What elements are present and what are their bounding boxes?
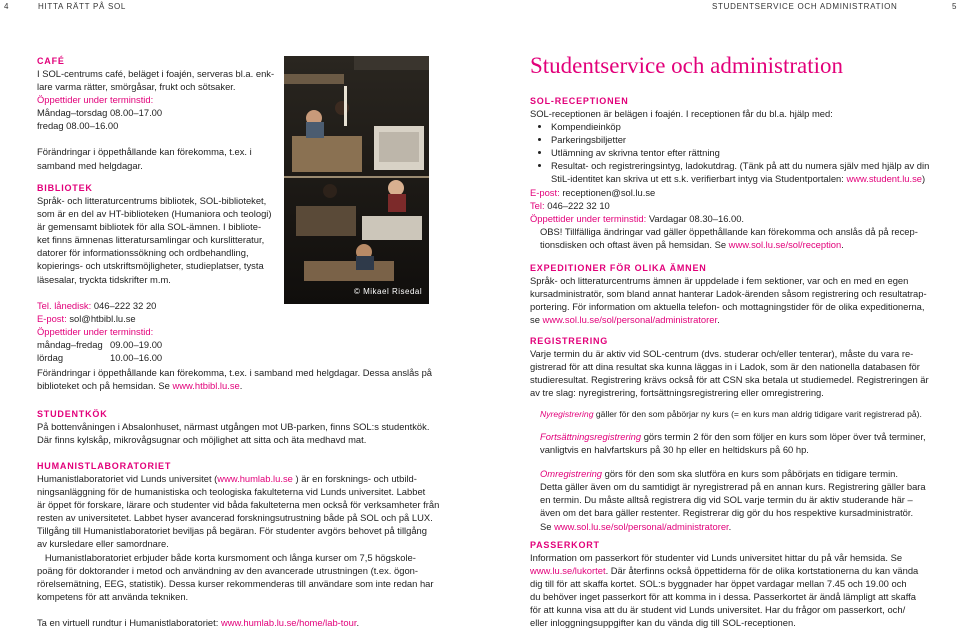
running-title-left: HITTA RÄTT PÅ SOL [38, 2, 127, 11]
omregistrering-term: Omregistrering [540, 468, 602, 480]
humlab-text-line: rörelsemätning, EEG, statistik). Dessa kurser rekommenderas till användare som inte redan har [37, 577, 434, 589]
punctuation: . [239, 380, 243, 392]
passerkort-section [530, 539, 930, 630]
library-text-line: Språk- och litteraturcentrums bibliotek, SOL-biblioteket, [37, 195, 267, 206]
library-email-value[interactable]: sol@htbibl.lu.se [69, 312, 136, 324]
studentkok-heading: STUDENTKÖK [37, 409, 108, 419]
humlab-tour-link[interactable]: www.humlab.lu.se/home/lab-tour [220, 616, 357, 628]
lukortet-link[interactable]: www.lu.se/lukortet [530, 565, 606, 577]
reception-website-link[interactable]: www.sol.lu.se/sol/reception [728, 238, 842, 250]
registrering-text-line: studieresultat. Registrering krävs också för att CSN ska betala ut studiemedel. Registreringen är [530, 374, 929, 386]
omregistrering-text-line: även om det bara gäller restenter. Registrerar dig gör du hos respektive kursadministratör. [540, 507, 914, 519]
library-photo-image [284, 56, 429, 304]
page-title: Studentservice och administration [530, 53, 843, 78]
reception-list [530, 120, 930, 172]
studentkok-text-line: På bottenvåningen i Absalonhuset, närmast utgången mot UB-parken, finns SOL:s studentkök. [37, 421, 430, 432]
expeditioner-text-line: kursadministratör, som bland annat hanterar Ladok-ärenden såsom registrering och resultatrap- [530, 288, 927, 300]
cafe-changes-line: samband med helgdagar. [37, 159, 143, 171]
page-number-left: 4 [4, 2, 10, 11]
library-text-line: som är en del av HT-biblioteken (Humaniora och teologi) [37, 208, 272, 220]
running-title-right: STUDENTSERVICE OCH ADMINISTRATION [712, 2, 898, 11]
passerkort-text-line: för att kunna visa att du är student vid Lunds universitet. Har du frågor om passerkort, och/ [530, 604, 906, 616]
reception-section [530, 95, 930, 251]
reception-hours-value: Vardagar 08.30–16.00. [648, 212, 745, 224]
omregistrering-text-line: en termin. Du måste alltså registrera dig vid SOL varje termin du är aktiv studerande här – [540, 494, 913, 506]
library-hours-time: 09.00–19.00 [110, 338, 163, 350]
cafe-hours-label: Öppettider under terminstid: [37, 94, 154, 106]
reception-list-item: • Kompendieinköp [551, 120, 930, 133]
studentkok-text-line: Där finns kylskåp, mikrovågsugnar och möjlighet att sitta och äta medhavd mat. [37, 434, 367, 446]
punctuation: ) [922, 173, 926, 185]
reception-list-item: • Parkeringsbiljetter [551, 133, 930, 146]
library-text-line: är gemensamt bibliotek för alla SOL-ämnen. I bibliote- [37, 221, 262, 233]
reception-list-item-cont: StiL-identitet kan skriva ut ett s.k. verifierbart intyg via Studentportalen: [551, 173, 847, 185]
expeditioner-section [530, 262, 930, 326]
library-email-label: E-post: [37, 312, 67, 324]
punctuation: . [728, 520, 732, 532]
humlab-text-line: av kursledare eller samordnare. [37, 538, 169, 550]
humlab-heading: HUMANISTLABORATORIET [37, 461, 172, 471]
humlab-text-line: poäng för doktorander i metod och användning av den avancerade utrustningen (t.ex. ögon- [37, 564, 418, 576]
administrators-link[interactable]: www.sol.lu.se/sol/personal/administratorer [554, 520, 729, 532]
humlab-text: Humanistlaboratoriet vid Lunds universitet ( [37, 473, 218, 484]
registrering-section [530, 335, 930, 533]
cafe-text-line: lare varma rätter, smörgåsar, frukt och sötsaker. [37, 81, 236, 93]
reception-obs-line: tionsdisken och oftast även på hemsidan. Se [540, 238, 729, 250]
library-hours-label: Öppettider under terminstid: [37, 325, 154, 337]
library-changes-line: biblioteket och på hemsidan. Se [37, 380, 170, 392]
humlab-text-line: kompetens för att använda tekniken. [37, 590, 189, 602]
registrering-text-line: av tre slag: nyregistrering, fortsättningsregistrering eller omregistrering. [530, 387, 824, 399]
passerkort-text-line: dig till för att skaffa kortet. SOL:s byggnader har öppet vardagar mellan 7.45 och 19.00 och [530, 578, 907, 590]
passerkort-text-line: Information om passerkort för studenter vid Lunds universitet hittar du på vår hemsida. Se [530, 552, 903, 563]
fortsattning-text-line: vanligtvis en halvfartskurs på 30 hp eller en heltidskurs på 60 hp. [540, 444, 809, 456]
omregistrering-text: görs för den som ska slutföra en kurs som påbörjats en tidigare termin. [602, 468, 898, 480]
expeditioner-text-line: portering. För information om aktuella telefon- och mottagningstider för de olika expeditionerna, [530, 301, 925, 313]
cafe-text-line: I SOL-centrums café, beläget i foajén, serveras bl.a. enk- [37, 68, 275, 79]
reception-hours-label: Öppettider under terminstid: [530, 212, 647, 224]
cafe-section [37, 55, 277, 172]
expeditioner-text: se [530, 314, 543, 326]
library-heading: BIBLIOTEK [37, 183, 93, 193]
passerkort-text-line: du behöver inget passerkort för att komma in i dessa. Passerkortet är ändå lämpligt att skaffa [530, 591, 916, 603]
library-hours-day: måndag–fredag [37, 338, 103, 350]
nyregistrering-text: gäller för den som påbörjar ny kurs (= en kurs man aldrig tidigare varit registrerad på). [593, 409, 922, 420]
humlab-text-line: är öppet för forskare, lärare och studenter vid båda fakulteterna men också för verksamheter från [37, 499, 440, 511]
reception-intro: SOL-receptionen är belägen i foajén. I receptionen får du bl.a. hjälp med: [530, 108, 833, 119]
library-hours-day: lördag [37, 352, 64, 364]
library-hours-time: 10.00–16.00 [110, 352, 163, 364]
reception-obs-line: OBS! Tillfälliga ändringar vad gäller öppethållande kan förekomma och anslås då på recep- [540, 225, 918, 237]
registrering-text-line: gistrerad för att dina resultat ska kunna läggas in i Ladok, som är den nationella databasen för [530, 361, 920, 373]
omregistrering-text: Se [540, 520, 555, 532]
nyregistrering-term: Nyregistrering [540, 409, 594, 420]
reception-email-value[interactable]: receptionen@sol.lu.se [562, 186, 656, 198]
nyregistrering-item [530, 408, 930, 421]
library-text-line: läsesalar, tryckta tidskrifter m.m. [37, 273, 171, 285]
humlab-text-line: Tillgång till Humanistlaboratoriet beviljas på begäran. För studenter avgörs behovet på tillgång [37, 525, 427, 537]
library-changes [37, 366, 437, 392]
humlab-text-line: Humanistlaboratoriet erbjuder både korta kursmoment och långa kurser om 7,5 högskole- [37, 551, 416, 563]
punctuation: . [717, 314, 720, 326]
passerkort-text-line: eller inloggningsuppgifter kan du vända dig till SOL-receptionen. [530, 617, 796, 629]
humlab-text: ) är en forsknings- och utbild- [292, 473, 417, 484]
reception-list-item: • Utlämning av skrivna tentor efter rättning [551, 146, 930, 159]
punctuation: . [356, 616, 360, 628]
reception-list-item: • Resultat- och registreringsintyg, ladokutdrag. (Tänk på att du numera själv med hjälp av din [551, 159, 930, 172]
studentportal-link[interactable]: www.student.lu.se [846, 173, 923, 185]
studentkok-section [37, 408, 447, 446]
cafe-hours-line: Måndag–torsdag 08.00–17.00 [37, 107, 163, 119]
reception-tel-label: Tel: [530, 199, 545, 211]
library-text-line: datorer för informationssökning och ordbehandling, [37, 247, 249, 259]
page-number-right: 5 [952, 2, 958, 11]
humlab-website-link[interactable]: www.humlab.lu.se [217, 473, 293, 484]
fortsattning-text: görs termin 2 för den som följer en kurs som löper över två terminer, [641, 430, 926, 442]
fortsattning-term: Fortsättningsregistrering [540, 430, 642, 442]
omregistrering-item [530, 467, 930, 532]
reception-tel-value: 046–222 32 10 [547, 199, 610, 211]
cafe-hours-line: fredag 08.00–16.00 [37, 120, 119, 132]
cafe-heading: CAFÉ [37, 56, 65, 66]
passerkort-text: . Där återfinns också öppettiderna för de olika kortstationerna du kan vända [605, 565, 919, 577]
administrators-link[interactable]: www.sol.lu.se/sol/personal/administratorer [542, 314, 718, 326]
humlab-text-line: ningsanläggning för de humanistiska och teologiska fakulteterna vid Lunds universitet. Labbet [37, 486, 426, 498]
library-tel-value: 046–222 32 20 [93, 299, 157, 311]
reception-heading: SOL-RECEPTIONEN [530, 96, 629, 106]
library-section [37, 182, 277, 364]
library-tel-label: Tel. lånedisk: [37, 299, 92, 311]
humlab-text-line: resten av universitetet. Labbet hyser avancerad forskningsutrustning både på SOL och på LUX. [37, 512, 433, 524]
library-photo [284, 56, 429, 304]
expeditioner-text-line: Språk- och litteraturcentrums ämnen är uppdelade i fem sektioner, var och en med en egen [530, 275, 909, 286]
humlab-section [37, 460, 447, 629]
punctuation: . [841, 238, 844, 250]
fortsattning-item [530, 430, 930, 456]
registrering-heading: REGISTRERING [530, 336, 609, 346]
library-changes-line: Förändringar i öppethållande kan förekomma, t.ex. i samband med helgdagar. Dessa anslås på [37, 367, 433, 378]
omregistrering-text-line: Detta gäller även om du samtidigt är nyregistrerad på en annan kurs. Registrering gäller bara [540, 481, 926, 493]
library-text-line: ket finns ämnenas litteratursamlingar och kurslitteratur, [37, 234, 265, 246]
passerkort-heading: PASSERKORT [530, 540, 600, 550]
humlab-tour-text: Ta en virtuell rundtur i Humanistlaboratoriet: [37, 616, 219, 628]
library-text-line: kopierings- och utskriftsmöjligheter, studieplatser, tysta [37, 260, 264, 272]
registrering-text-line: Varje termin du är aktiv vid SOL-centrum (dvs. studerar och/eller tenterar), måste du vara re- [530, 348, 914, 359]
reception-email-label: E-post: [530, 186, 560, 198]
cafe-changes-line: Förändringar i öppethållande kan förekomma, t.ex. i [37, 146, 252, 158]
expeditioner-heading: EXPEDITIONER FÖR OLIKA ÄMNEN [530, 263, 707, 273]
photo-credit: © Mikael Risedal [354, 286, 423, 296]
library-website-link[interactable]: www.htbibl.lu.se [172, 380, 240, 392]
